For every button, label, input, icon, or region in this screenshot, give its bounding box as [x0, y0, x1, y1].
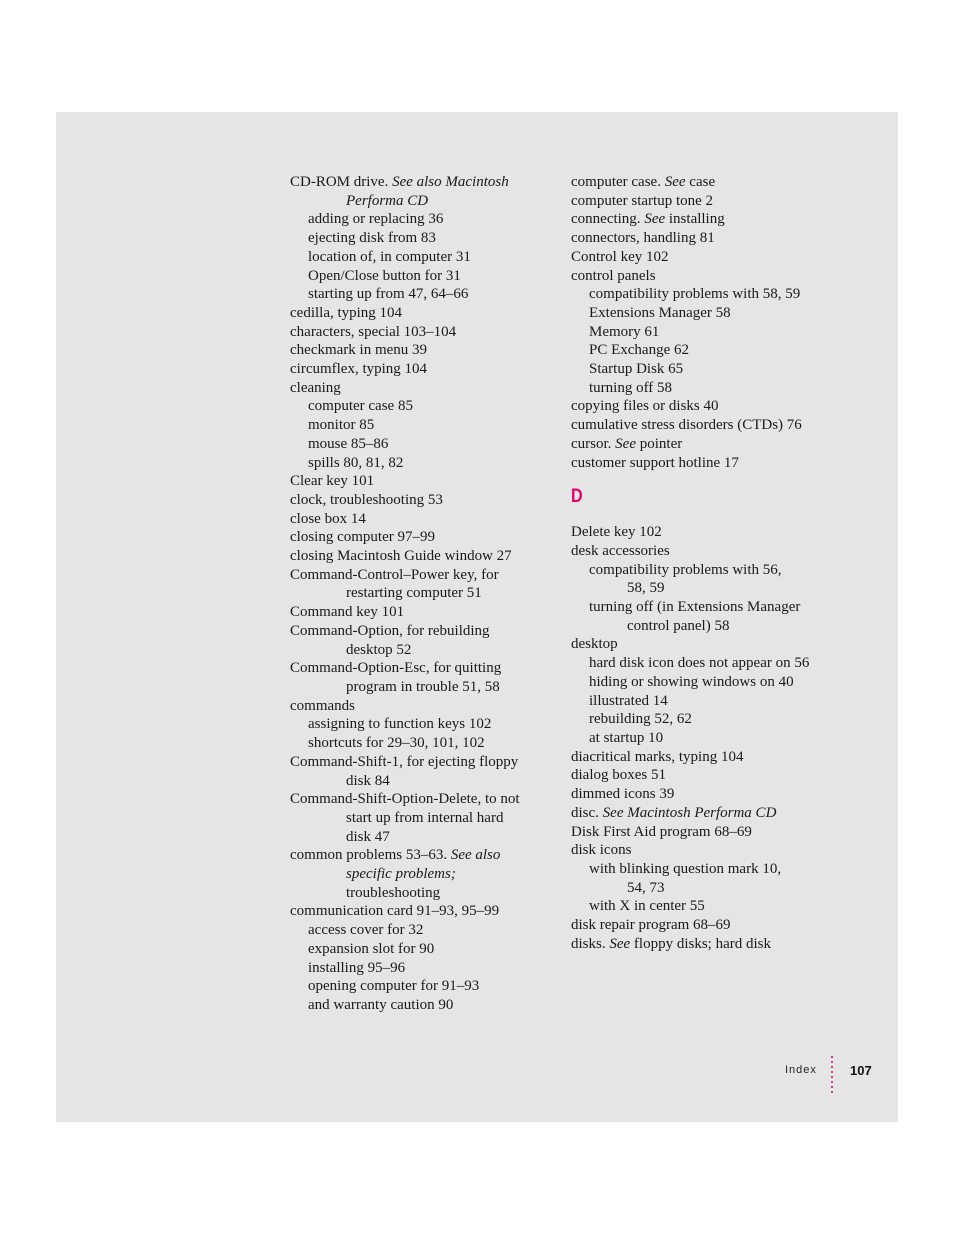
index-entry-text: closing Macintosh Guide window 27	[290, 548, 512, 565]
index-page	[56, 112, 898, 1122]
index-entry	[571, 210, 841, 229]
index-entry-text: See also	[450, 847, 501, 864]
index-entry-text: mouse 85–86	[308, 435, 389, 452]
index-entry	[290, 753, 560, 772]
index-entry	[571, 635, 841, 654]
index-entry-text: Clear key 101	[290, 473, 375, 490]
index-entry	[571, 397, 841, 416]
index-entry	[571, 673, 841, 692]
index-entry-text: desktop	[571, 636, 618, 653]
index-entry-text: assigning to function keys 102	[308, 716, 492, 733]
index-section-c	[571, 173, 841, 472]
index-entry	[290, 510, 560, 529]
index-entry-text: common problems 53–63.	[290, 847, 451, 864]
index-entry	[290, 304, 560, 323]
index-entry	[571, 192, 841, 211]
index-entry-text: Open/Close button for 31	[308, 267, 461, 284]
index-entry	[290, 323, 560, 342]
index-entry-text: dialog boxes 51	[571, 767, 666, 784]
index-entry-text: compatibility problems with 56,	[589, 561, 782, 578]
index-entry-text: spills 80, 81, 82	[308, 454, 404, 471]
index-entry	[571, 710, 841, 729]
index-entry-text: at startup 10	[589, 729, 664, 746]
index-entry-text: cursor.	[571, 435, 616, 452]
index-entry-text: restarting computer 51	[346, 585, 482, 602]
index-entry-text: See Macintosh Performa CD	[602, 804, 777, 821]
index-entry-text: case	[685, 174, 716, 190]
index-entry-text: communication card 91–93, 95–99	[290, 903, 500, 920]
index-entry-text: troubleshooting	[346, 884, 441, 901]
index-entry-text: disk repair program 68–69	[571, 917, 731, 934]
footer-index-label: Index	[785, 1064, 817, 1076]
index-entry	[290, 977, 560, 996]
index-entry	[290, 959, 560, 978]
index-entry-text: turning off 58	[589, 379, 673, 396]
index-entry	[290, 454, 560, 473]
index-entry	[290, 566, 560, 585]
index-entry	[290, 584, 560, 603]
index-entry-text: rebuilding 52, 62	[589, 711, 692, 728]
index-entry-text: location of, in computer 31	[308, 248, 471, 265]
index-column-right	[571, 173, 841, 953]
index-entry	[290, 678, 560, 697]
index-entry-text: desk accessories	[571, 542, 670, 559]
index-entry	[290, 229, 560, 248]
index-entry-text: cumulative stress disorders (CTDs) 76	[571, 417, 802, 434]
index-entry-text: computer case 85	[308, 398, 413, 415]
index-entry	[290, 884, 560, 903]
index-entry-text: computer case.	[571, 174, 665, 190]
index-entry	[571, 561, 841, 580]
index-entry-text: Command-Option-Esc, for quitting	[290, 660, 502, 677]
index-entry	[290, 192, 560, 211]
index-entry	[571, 692, 841, 711]
index-entry	[290, 360, 560, 379]
index-entry	[571, 267, 841, 286]
index-entry-text: ejecting disk from 83	[308, 230, 436, 247]
index-entry-text: turning off (in Extensions Manager	[589, 599, 801, 616]
index-entry	[290, 846, 560, 865]
index-entry-text: control panel) 58	[627, 617, 730, 634]
index-entry-text: CD-ROM drive.	[290, 174, 393, 190]
index-entry-text: connectors, handling 81	[571, 230, 715, 247]
index-entry-text: specific problems;	[346, 866, 456, 883]
index-entry-text: starting up from 47, 64–66	[308, 286, 469, 303]
index-entry-text: See	[644, 211, 666, 228]
index-entry	[290, 435, 560, 454]
index-entry-text: Command-Option, for rebuilding	[290, 622, 490, 639]
index-entry	[571, 229, 841, 248]
index-entry-text: See	[615, 435, 636, 452]
index-entry	[571, 748, 841, 767]
index-entry	[290, 491, 560, 510]
index-entry-text: hard disk icon does not appear on 56	[589, 655, 810, 672]
index-entry-text: customer support hotline 17	[571, 454, 739, 471]
index-entry	[571, 729, 841, 748]
index-entry-text: compatibility problems with 58, 59	[589, 286, 801, 303]
index-entry	[571, 617, 841, 636]
index-entry-text: connecting.	[571, 211, 645, 228]
index-entry	[290, 715, 560, 734]
index-entry-text: hiding or showing windows on 40	[589, 673, 794, 690]
index-entry-text: start up from internal hard	[346, 809, 504, 826]
index-entry-text: Command key 101	[290, 604, 405, 621]
index-entry	[571, 766, 841, 785]
index-entry-text: Control key 102	[571, 248, 669, 265]
index-entry-text: characters, special 103–104	[290, 323, 457, 340]
index-entry	[290, 940, 560, 959]
index-entry	[571, 785, 841, 804]
index-entry	[290, 828, 560, 847]
index-entry-text: with blinking question mark 10,	[589, 860, 782, 877]
index-entry-text: PC Exchange 62	[589, 342, 689, 359]
index-entry	[571, 435, 841, 454]
index-entry	[290, 547, 560, 566]
index-entry-text: cleaning	[290, 379, 341, 396]
index-entry	[290, 809, 560, 828]
index-entry-text: disc.	[571, 804, 603, 821]
index-entry-text: pointer	[636, 435, 683, 452]
index-entry	[290, 790, 560, 809]
index-entry-text: shortcuts for 29–30, 101, 102	[308, 735, 485, 752]
index-entry-text: Disk First Aid program 68–69	[571, 823, 752, 840]
index-entry	[571, 360, 841, 379]
index-entry	[290, 902, 560, 921]
index-entry	[571, 897, 841, 916]
index-entry	[571, 935, 841, 954]
index-entry	[571, 416, 841, 435]
index-entry	[571, 804, 841, 823]
index-entry-text: checkmark in menu 39	[290, 342, 428, 359]
index-entry	[571, 248, 841, 267]
index-entry	[290, 659, 560, 678]
index-entry	[571, 654, 841, 673]
index-entry	[290, 921, 560, 940]
index-entry-text: cedilla, typing 104	[290, 304, 403, 321]
index-entry-text: disk icons	[571, 842, 632, 859]
index-entry	[290, 285, 560, 304]
index-entry-text: illustrated 14	[589, 692, 668, 709]
index-entry-text: Command-Shift-1, for ejecting floppy	[290, 753, 519, 770]
index-section-d	[571, 523, 841, 953]
index-entry	[290, 341, 560, 360]
index-entry-text: access cover for 32	[308, 922, 424, 939]
index-entry-text: adding or replacing 36	[308, 211, 444, 228]
index-entry-text: See	[609, 935, 631, 952]
index-entry-text: Startup Disk 65	[589, 361, 684, 378]
index-entry-text: disk 84	[346, 772, 390, 789]
index-entry-text: disk 47	[346, 828, 390, 845]
index-entry-text: Memory 61	[589, 323, 660, 340]
index-entry-text: Extensions Manager 58	[589, 304, 731, 321]
index-entry-text: Command-Control–Power key, for	[290, 566, 499, 583]
index-entry	[571, 879, 841, 898]
index-entry	[571, 341, 841, 360]
index-entry	[571, 841, 841, 860]
index-entry-text: circumflex, typing 104	[290, 361, 428, 378]
index-entry-text: control panels	[571, 267, 656, 284]
index-entry	[290, 641, 560, 660]
index-entry	[571, 916, 841, 935]
index-entry	[290, 528, 560, 547]
index-entry-text: Command-Shift-Option-Delete, to not	[290, 791, 520, 808]
index-entry-text: dimmed icons 39	[571, 786, 675, 803]
index-entry	[290, 622, 560, 641]
index-entry-text: closing computer 97–99	[290, 529, 435, 546]
index-entry-text: installing	[665, 211, 725, 228]
section-letter-d: D	[571, 486, 583, 508]
index-entry	[290, 379, 560, 398]
index-entry-text: See	[664, 174, 686, 190]
index-column-left	[290, 173, 560, 1015]
index-entry	[571, 860, 841, 879]
index-entry-text: Performa CD	[346, 192, 429, 209]
index-entry-text: installing 95–96	[308, 959, 406, 976]
index-entry	[571, 579, 841, 598]
index-entry-text: and warranty caution 90	[308, 996, 454, 1013]
index-entry	[290, 772, 560, 791]
index-entry-text: copying files or disks 40	[571, 398, 719, 415]
index-entry	[571, 323, 841, 342]
index-entry-text: program in trouble 51, 58	[346, 678, 500, 695]
index-entry	[290, 248, 560, 267]
index-entry-text: opening computer for 91–93	[308, 978, 480, 995]
page-number: 107	[850, 1063, 872, 1078]
index-entry-text: 58, 59	[627, 580, 665, 597]
index-entry	[571, 542, 841, 561]
index-entry	[571, 454, 841, 473]
index-entry	[290, 210, 560, 229]
index-entry	[571, 379, 841, 398]
index-entry-text: desktop 52	[346, 641, 412, 658]
index-entry-text: expansion slot for 90	[308, 940, 435, 957]
index-entry	[571, 523, 841, 542]
footer-dotted-rule-icon	[830, 1056, 834, 1096]
index-entry	[571, 173, 841, 192]
index-entry-text: floppy disks; hard disk	[630, 935, 772, 952]
index-entry-text: commands	[290, 697, 355, 714]
index-entry	[290, 603, 560, 622]
index-entry	[290, 267, 560, 286]
index-entry-text: See also Macintosh	[392, 174, 509, 190]
index-entry	[571, 285, 841, 304]
index-entry	[290, 996, 560, 1015]
index-entry	[290, 173, 560, 192]
index-entry	[290, 865, 560, 884]
index-entry	[290, 397, 560, 416]
index-entry-text: disks.	[571, 935, 610, 952]
index-entry	[290, 472, 560, 491]
index-entry	[571, 598, 841, 617]
index-entry-text: computer startup tone 2	[571, 192, 714, 209]
index-entry-text: monitor 85	[308, 417, 375, 434]
index-entry	[571, 304, 841, 323]
index-entry-text: diacritical marks, typing 104	[571, 748, 744, 765]
index-entry-text: clock, troubleshooting 53	[290, 491, 443, 508]
index-entry	[290, 734, 560, 753]
index-entry-text: close box 14	[290, 510, 366, 527]
index-entry-text: 54, 73	[627, 879, 665, 896]
index-entry-text: with X in center 55	[589, 898, 705, 915]
index-entry	[571, 823, 841, 842]
index-entry-text: Delete key 102	[571, 524, 662, 541]
index-entry	[290, 416, 560, 435]
index-entry	[290, 697, 560, 716]
